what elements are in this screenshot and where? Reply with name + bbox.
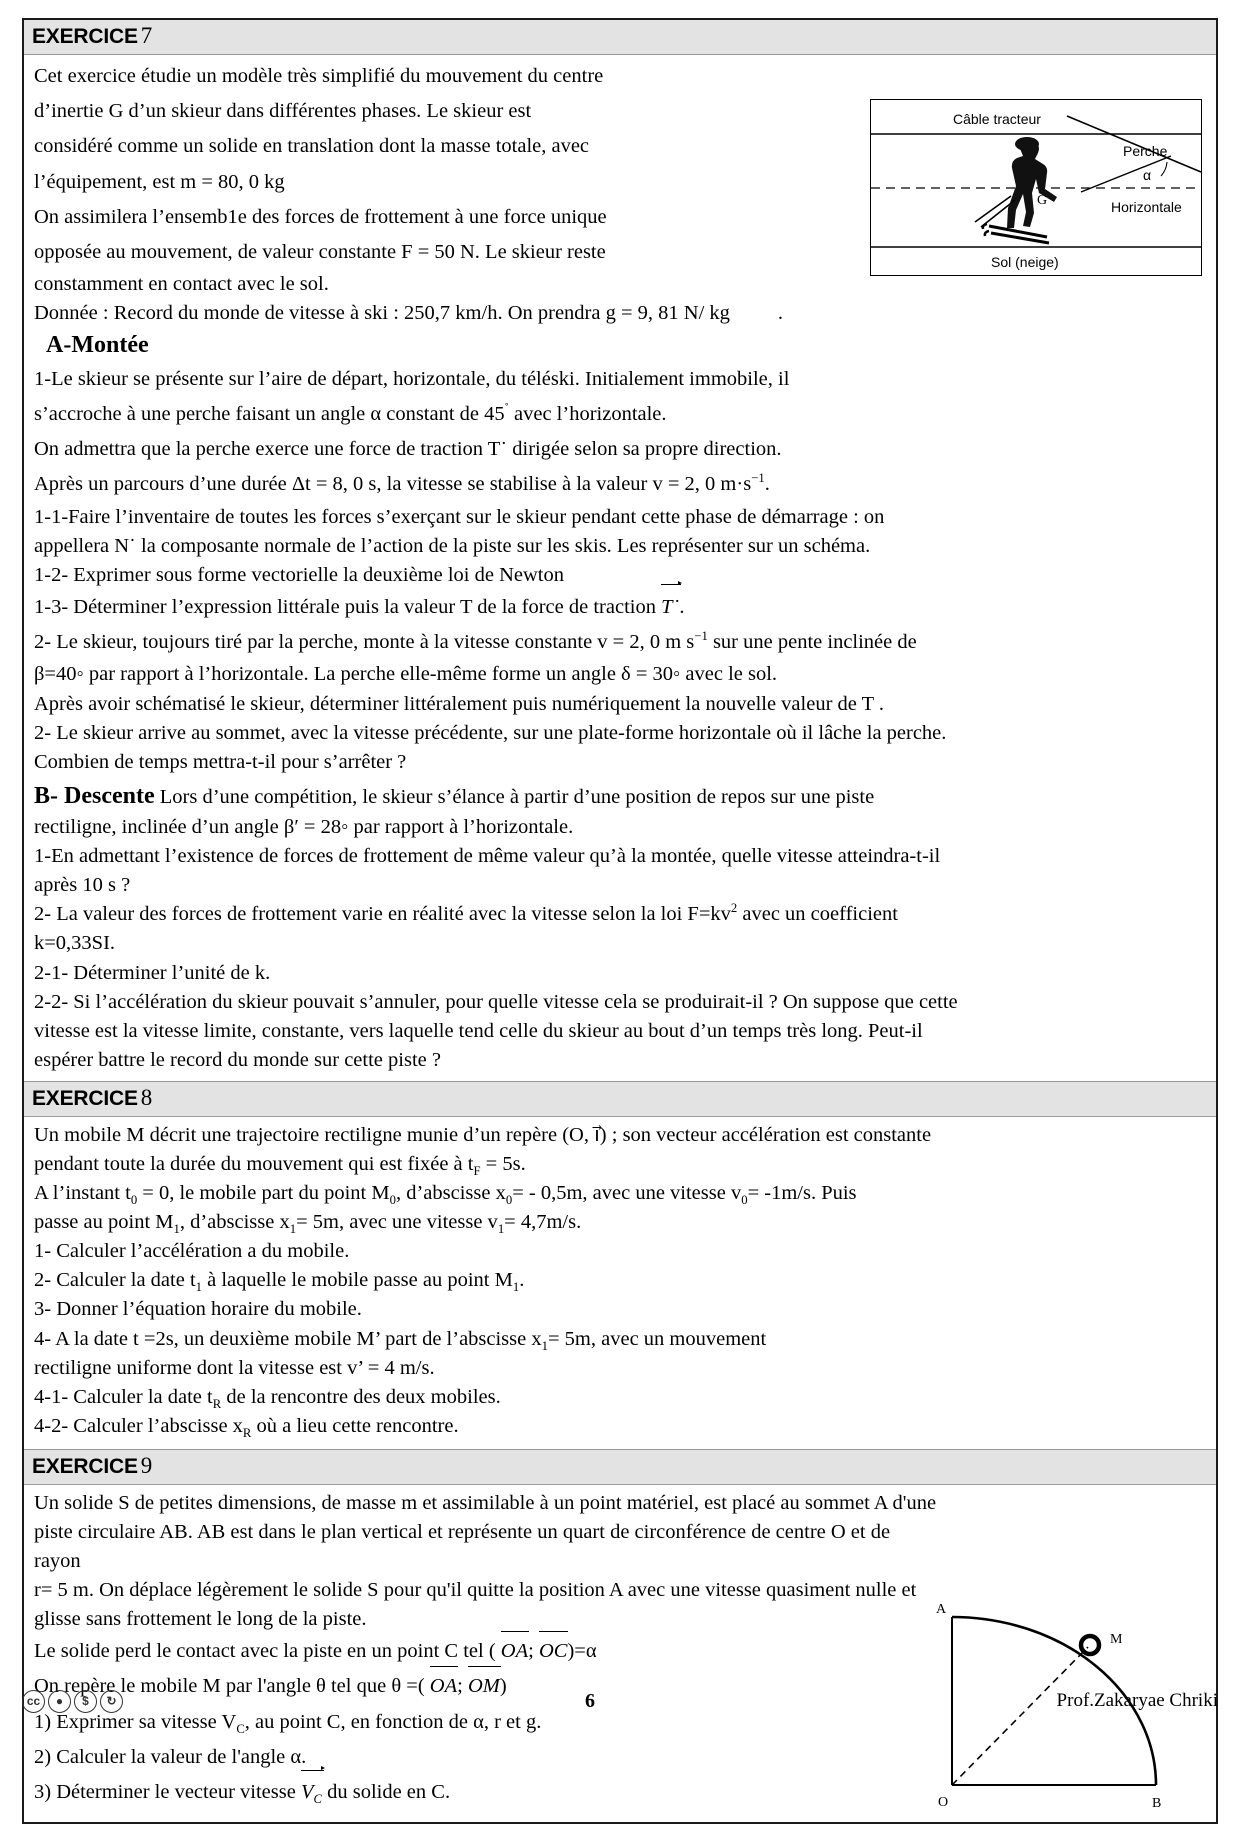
e8-l10-b: de la rencontre des deux mobiles. [221,1385,501,1408]
a-line-13: Combien de temps mettra-t-il pour s’arrêter ? [34,750,407,773]
b-line-5-text: 2- La valeur des forces de frottement varie en réalité avec la vitesse selon la loi F=kv [34,903,731,926]
e9-line-1: Un solide S de petites dimensions, de masse m et assimilable à un point matériel, est placé au sommet A d'une [34,1491,937,1514]
b-line-2: rectiligne, inclinée d’un angle β′ = 28◦ par rapport à l’horizontale. [34,816,574,838]
e8-l11-b: où a lieu cette rencontre. [251,1414,459,1437]
e8-l6-b: à laquelle le mobile passe au point M [202,1269,513,1292]
e8-l4-a: passe au point M [34,1211,174,1234]
sub-F: F [473,1163,481,1178]
b-line-8: 2-2- Si l’accélération du skieur pouvait s’annuler, pour quelle vitesse cela se produirait-il ? On suppose que cette [34,990,958,1013]
a-line-2 [34,397,1206,432]
exercise-9-header [24,1449,1216,1485]
exercise-7-label: EXERCICE [32,25,138,48]
a-line-2-tail: avec l’horizontale. [514,402,667,425]
license-icons [22,1690,222,1713]
label-perche: Perche [1123,142,1168,159]
e8-l8-b: = 5m, avec un mouvement [547,1327,767,1350]
e8-l6-a: 2- Calculer la date t [34,1269,196,1292]
e9-l7-b: , au point C, en fonction de α, r et g. [244,1710,542,1733]
e8-l3-a: A l’instant t [34,1181,131,1204]
a-line-3: On admettra que la perche exerce une force de traction T˙ dirigée selon sa propre direction. [34,438,782,461]
document-frame [22,18,1218,1824]
exercise-7-intro [34,59,739,300]
exercise-8-label: EXERCICE [32,1086,138,1110]
exercise-8-body [24,1117,1216,1449]
intro-line-5: On assimilera l’ensemb1e des forces de frottement à une force unique [34,205,607,228]
e8-line-2-text: pendant toute la durée du mouvement qui est fixée à t [34,1152,474,1175]
e8-l3-e: = -1m/s. Puis [747,1181,857,1204]
e8-line-6 [34,1266,1206,1295]
a-line-4: Après un parcours d’une durée Δt = 8, 0 s, la vitesse se stabilise à la valeur v = 2, 0 $m\cdot s^{-1}$. [34,471,770,496]
e9-l9-b: du solide en C. [321,1781,451,1804]
a-line-6: appellera N˙ la composante normale de l’action de la piste sur les skis. Les représenter sur un schéma. [34,534,871,557]
a-line-10: β=40◦ par rapport à l’horizontale. La perche elle-même forme un angle δ = 30◦ avec le sol. [34,663,778,686]
author-credit: Prof.Zakaryae Chriki [1056,1690,1218,1711]
a-line-1: 1-Le skieur se présente sur l’aire de départ, horizontale, du téléski. Initialement immobile, il [34,367,790,390]
sub-one-e: 1 [512,1280,520,1295]
e8-line-8 [34,1325,1206,1354]
exercise-8-number: 8 [140,1084,153,1110]
label-sol: Sol (neige) [991,253,1059,270]
b-line-6: k=0,33SI. [34,932,116,955]
page-footer [22,1684,1218,1718]
e8-line-1: Un mobile M décrit une trajectoire rectiligne munie d’un repère (O, ı⃗) ; son vecteur accélération est constante [34,1123,932,1146]
a-line-5: 1-1-Faire l’inventaire de toutes les forces s’exerçant sur le skieur pendant cette phase de démarrage : on [34,505,885,528]
e8-line-2-tail: = 5s. [480,1152,526,1175]
exp-minus-one-b: −1 [694,629,708,644]
sub-one-f: 1 [541,1338,548,1353]
vector-OM: OM [468,1669,500,1704]
e8-line-9: rectiligne uniforme dont la vitesse est v’ = 4 m/s. [34,1356,435,1379]
exercise-9-label: EXERCICE [32,1454,138,1478]
label-g: G [1037,192,1048,208]
e9-l5-a: Le solide perd le contact avec la piste en un point C tel ( [34,1640,501,1663]
a-line-2-text: s’accroche à une perche faisant un angle α constant de 45 [34,402,505,425]
e9-l6-b: ) [499,1675,507,1698]
teleski-svg [871,100,1201,275]
vector-OA-1: OA [501,1634,528,1669]
a-line-9 [34,625,1206,660]
teleski-figure [870,99,1202,276]
e9-line-8: 2) Calculer la valeur de l'angle α. [34,1745,307,1768]
intro-line-6: opposée au mouvement, de valeur constante F = 50 N. Le skieur reste [34,241,606,263]
intro-line-4: l’équipement, est m = 80, 0 kg [34,170,285,193]
e9-line-4: glisse sans frottement le long de la piste. [34,1608,367,1631]
cc-sa-icon: ↻ [100,1690,123,1713]
vector-T: T˙ [661,590,679,625]
e8-line-2 [34,1150,1206,1179]
e8-l3-b: = 0, le mobile part du point M [137,1181,390,1204]
b-line-10: espérer battre le record du monde sur cette piste ? [34,1048,441,1071]
page-number: 6 [585,1689,595,1712]
a-line-7: 1-2- Exprimer sous forme vectorielle la deuxième loi de Newton [34,563,564,586]
a-line-4-text: Après un parcours d’une durée Δt = 8, 0 s, la vitesse se stabilise à la valeur v = 2, 0 m·s [34,473,752,496]
a-line-12: 2- Le skieur arrive au sommet, avec la vitesse précédente, sur une plate-forme horizontale où il lâche la perche. [34,721,947,744]
e9-l7-a: 1) Exprimer sa vitesse V [34,1710,237,1733]
cc-by-icon: ● [48,1690,71,1713]
e8-line-7: 3- Donner l’équation horaire du mobile. [34,1298,362,1321]
e8-l6-c: . [519,1269,525,1292]
e9-line-9 [34,1775,939,1816]
sub-zero-b: 0 [389,1193,396,1208]
exercise-7-number: 7 [140,23,153,48]
e9-l9-a: 3) Déterminer le vecteur vitesse [34,1781,301,1804]
donnee-tail: . [777,302,784,325]
label-cable: Câble tracteur [953,110,1041,127]
e8-l4-b: , d’abscisse x [179,1211,290,1234]
b-line-5 [34,900,1206,929]
exp-two: 2 [730,901,738,916]
e9-l6-a: On repère le mobile M par l'angle θ tel que θ =( [34,1675,430,1698]
vector-OC: OC [539,1634,567,1669]
e8-l3-c: , d’abscisse x [395,1181,506,1204]
sub-zero-d: 0 [741,1193,748,1208]
section-a-title: A-Montée [46,332,149,359]
b-line-1: Lors d’une compétition, le skieur s’élance à partir d’une position de repos sur une piste [159,785,875,808]
e9-line-5: Le solide perd le contact avec la piste en un point C tel ( OA; OC)=α [34,1634,939,1669]
b-line-9: vitesse est la vitesse limite, constante, vers laquelle tend celle du skieur au bout d’un temps très long. Peut-il [34,1019,923,1042]
e8-l8-a: 4- A la date t =2s, un deuxième mobile M’ part de l’abscisse x [34,1327,542,1350]
sub-zero-a: 0 [130,1193,138,1208]
sub-R-b: R [242,1425,252,1440]
e8-line-10 [34,1383,1206,1412]
e9-line-2: piste circulaire AB. AB est dans le plan vertical et représente un quart de circonférence de centre O et de rayon [34,1520,891,1572]
e8-l10-a: 4-1- Calculer la date t [34,1385,213,1408]
intro-line-7: constamment en contact avec le sol. [34,273,329,296]
intro-line-1: Cet exercice étudie un modèle très simplifié du mouvement du centre [34,64,604,87]
label-alpha: α [1143,166,1152,183]
exercise-9-body [24,1485,1216,1823]
b-line-4: après 10 s ? [34,874,131,897]
vector-VC-letter: V [300,1781,314,1804]
intro-line-2: d’inertie G d’un skieur dans différentes phases. Le skieur est [34,100,532,122]
a-line-9-tail: sur une pente inclinée de [707,631,917,654]
e8-line-11 [34,1412,1206,1443]
sub-C: C [236,1721,245,1736]
cc-circle-icon: cc [22,1690,45,1713]
a-line-8: 1-3- Déterminer l’expression littérale puis la valeur T de la force de traction T˙. [34,590,1206,625]
e9-l5-b: )=α [567,1640,597,1663]
b-line-3: 1-En admettant l’existence de forces de frottement de même valeur qu’à la montée, quelle vitesse atteindra-t-il [34,845,941,868]
b-line-5-tail: avec un coefficient [737,903,898,926]
e8-l4-d: = 4,7m/s. [504,1211,582,1234]
e8-line-5: 1- Calculer l’accélération a du mobile. [34,1240,350,1263]
e8-line-4 [34,1208,1206,1237]
exercise-7-header [24,20,1216,55]
donnee-text: Donnée : Record du monde de vitesse à ski : 250,7 km/h. On prendra g = 9, 81 N/ kg [34,302,730,325]
e8-l11-a: 4-2- Calculer l’abscisse x [34,1414,243,1437]
cc-nc-icon: $ [74,1690,97,1713]
section-b-title: B- Descente [34,782,155,809]
section-b-lead [34,779,1206,813]
vector-VC-sub: C [313,1792,322,1807]
vector-OA-2: OA [430,1669,457,1704]
a-line-8-text: 1-3- Déterminer l’expression littérale puis la valeur T de la force de traction [34,595,662,618]
label-M: M [1110,1632,1123,1648]
sub-one-b: 1 [289,1222,297,1237]
intro-line-3: considéré comme un solide en translation dont la masse totale, avec [34,135,590,158]
sub-one-c: 1 [497,1222,505,1237]
a-line-9-text: 2- Le skieur, toujours tiré par la perche, monte à la vitesse constante v = 2, 0 m s [34,631,695,654]
a-line-11: Après avoir schématisé le skieur, déterminer littéralement puis numériquement la nouvelle valeur de T . [34,692,885,715]
exercise-9-number: 9 [140,1452,153,1478]
label-O: O [938,1795,949,1811]
label-B: B [1152,1796,1162,1812]
b-line-7: 2-1- Déterminer l’unité de k. [34,961,271,984]
vector-VC [301,1775,322,1810]
exercise-9-text [34,1489,939,1817]
e9-line-6: On repère le mobile M par l'angle θ tel que θ =( OA; OM) [34,1669,939,1704]
e9-line-3: r= 5 m. On déplace légèrement le solide S pour qu'il quitte la position A avec une vitesse quasiment nulle et [34,1579,917,1602]
sub-zero-c: 0 [505,1193,513,1208]
exercise-7-body [24,55,1216,1081]
sub-R-a: R [212,1396,222,1411]
exercise-7-donnee [34,299,1206,328]
label-horizontale: Horizontale [1111,198,1182,215]
label-A: A [936,1602,947,1618]
e8-l3-d: = - 0,5m, avec une vitesse v [512,1181,742,1204]
exp-minus-one-a: −1 [751,471,765,486]
sub-one-a: 1 [173,1222,180,1237]
degree-mark: ˚ [504,401,509,416]
sub-one-d: 1 [195,1280,203,1295]
exercise-8-header [24,1081,1216,1117]
e8-line-3 [34,1179,1206,1208]
e8-l4-c: = 5m, avec une vitesse v [296,1211,498,1234]
